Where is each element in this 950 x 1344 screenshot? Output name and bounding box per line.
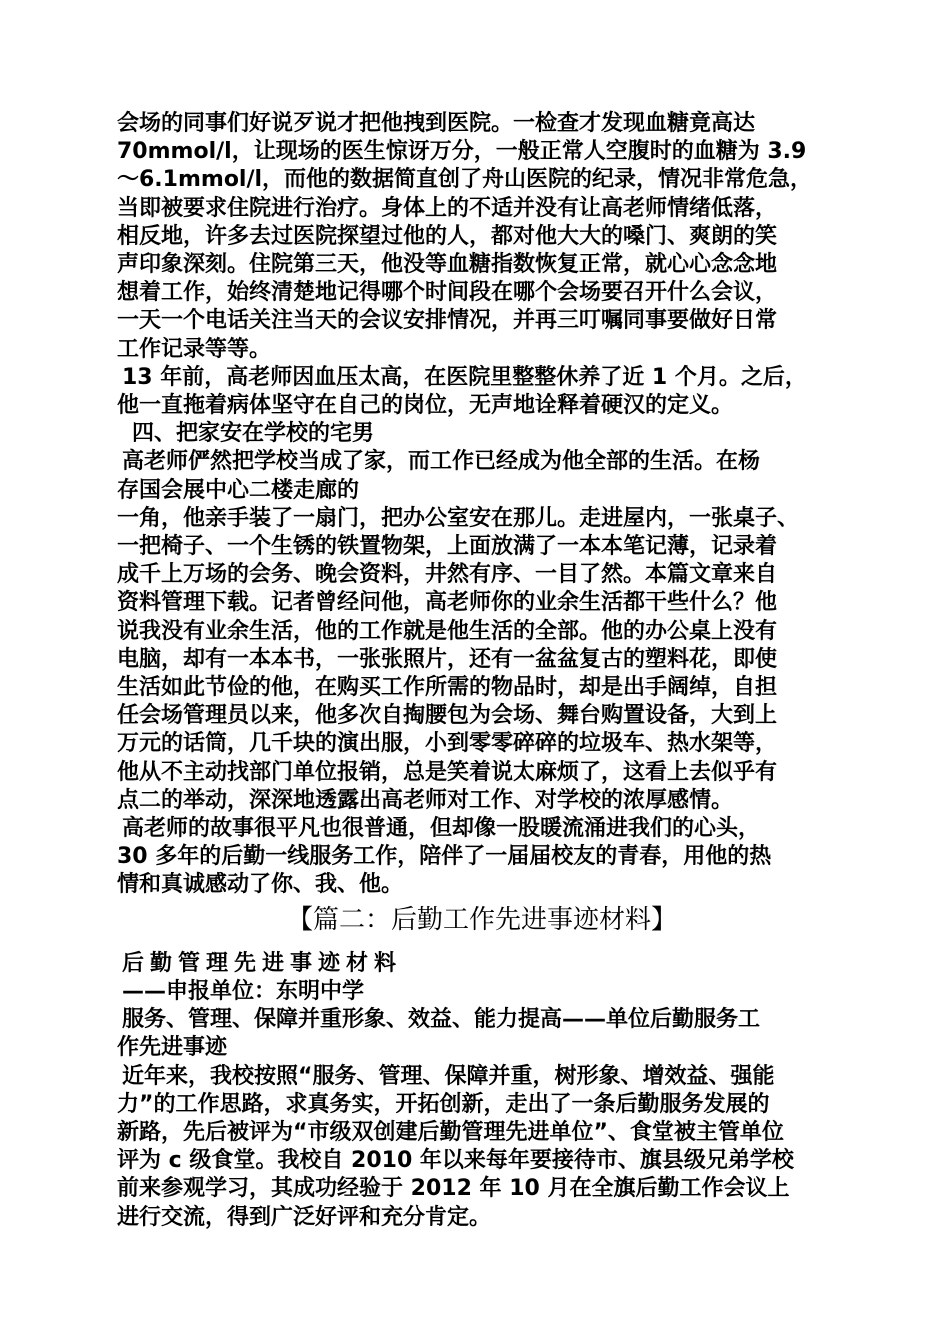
paragraph-line: 存国会展中心二楼走廊的 (117, 477, 360, 503)
paragraph-line: 他从不主动找部门单位报销，总是笑着说太麻烦了，这看上去似乎有 (117, 759, 778, 785)
paragraph-line: 他一直拖着病体坚守在自己的岗位，无声地诠释着硬汉的定义。 (117, 393, 734, 419)
applicant-unit: ——申报单位：东明中学 (122, 978, 365, 1004)
paragraph-line: 作先进事迹 (117, 1035, 228, 1061)
paragraph-line: 评为 c 级食堂。我校自 2010 年以来每年要接待市、旗县级兄弟学校 (117, 1148, 794, 1174)
paragraph-line: 万元的话筒，几千块的演出服，小到零零碎碎的垃圾车、热水架等， (117, 731, 778, 757)
subheading: 四、把家安在学校的宅男 (132, 421, 375, 447)
paragraph-line: 声印象深刻。住院第三天，他没等血糖指数恢复正常，就心心念念地 (117, 252, 778, 278)
article-title: 后勤管理先进事迹材料 (122, 950, 403, 976)
paragraph-line: 力”的工作思路，求真务实，开拓创新，走出了一条后勤服务发展的 (117, 1091, 770, 1117)
paragraph-line: 新路，先后被评为“市级双创建后勤管理先进单位”、食堂被主管单位 (117, 1119, 784, 1145)
paragraph-line: 情和真诚感动了你、我、他。 (117, 872, 404, 898)
paragraph-line: 30 多年的后勤一线服务工作，陪伴了一届届校友的青春，用他的热 (117, 844, 772, 870)
document-body (117, 110, 857, 1232)
paragraph-line: 电脑，却有一本本书，一张张照片，还有一盆盆复古的塑料花，即使 (117, 646, 778, 672)
paragraph-line: 任会场管理员以来，他多次自掏腰包为会场、舞台购置设备，大到上 (117, 703, 778, 729)
paragraph-line: 生活如此节俭的他，在购买工作所需的物品时，却是出手阔绰，自担 (117, 675, 778, 701)
paragraph-line: 一角，他亲手装了一扇门，把办公室安在那儿。走进屋内，一张桌子、 (117, 505, 800, 531)
paragraph-line: 资料管理下载。记者曾经问他，高老师你的业余生活都干些什么？他 (117, 590, 778, 616)
paragraph-line: 工作记录等等。 (117, 336, 272, 362)
paragraph-line: 一天一个电话关注当天的会议安排情况，并再三叮嘱同事要做好日常 (117, 308, 778, 334)
paragraph-line: 服务、管理、保障并重形象、效益、能力提高——单位后勤服务工 (122, 1007, 761, 1033)
paragraph-line: 说我没有业余生活，他的工作就是他生活的全部。他的办公桌上没有 (117, 618, 778, 644)
paragraph-line: 高老师的故事很平凡也很普通，但却像一股暖流涌进我们的心头， (122, 816, 761, 842)
paragraph-line: 当即被要求住院进行治疗。身体上的不适并没有让高老师情绪低落， (117, 195, 778, 221)
paragraph-line: 一把椅子、一个生锈的铁置物架，上面放满了一本本笔记薄，记录着 (117, 534, 778, 560)
paragraph-line: 前来参观学习，其成功经验于 2012 年 10 月在全旗后勤工作会议上 (117, 1176, 790, 1202)
paragraph-line: 高老师俨然把学校当成了家，而工作已经成为他全部的生活。在杨 (122, 449, 761, 475)
paragraph-line: 70mmol/l，让现场的医生惊讶万分，一般正常人空腹时的血糖为 3.9 (117, 139, 807, 165)
paragraph-line: 13 年前，高老师因血压太高，在医院里整整休养了近 1 个月。之后， (122, 364, 807, 390)
paragraph-line: 会场的同事们好说歹说才把他拽到医院。一检查才发现血糖竟高达 (117, 111, 756, 136)
paragraph-line: 成千上万场的会务、晚会资料，井然有序、一目了然。本篇文章来自 (117, 562, 778, 588)
paragraph-line: 进行交流，得到广泛好评和充分肯定。 (117, 1204, 492, 1230)
paragraph-line: 相反地，许多去过医院探望过他的人，都对他大大的嗓门、爽朗的笑 (117, 223, 778, 249)
paragraph-line: 点二的举动，深深地透露出高老师对工作、对学校的浓厚感情。 (117, 787, 734, 813)
paragraph-line: 想着工作，始终清楚地记得哪个时间段在哪个会场要召开什么会议， (117, 280, 778, 306)
paragraph-line: 近年来，我校按照“服务、管理、保障并重，树形象、增效益、强能 (122, 1063, 775, 1089)
section-title: 【篇二：后勤工作先进事迹材料】 (286, 904, 677, 935)
paragraph-line: ～6.1mmol/l，而他的数据简直创了舟山医院的纪录，情况非常危急， (117, 167, 813, 193)
